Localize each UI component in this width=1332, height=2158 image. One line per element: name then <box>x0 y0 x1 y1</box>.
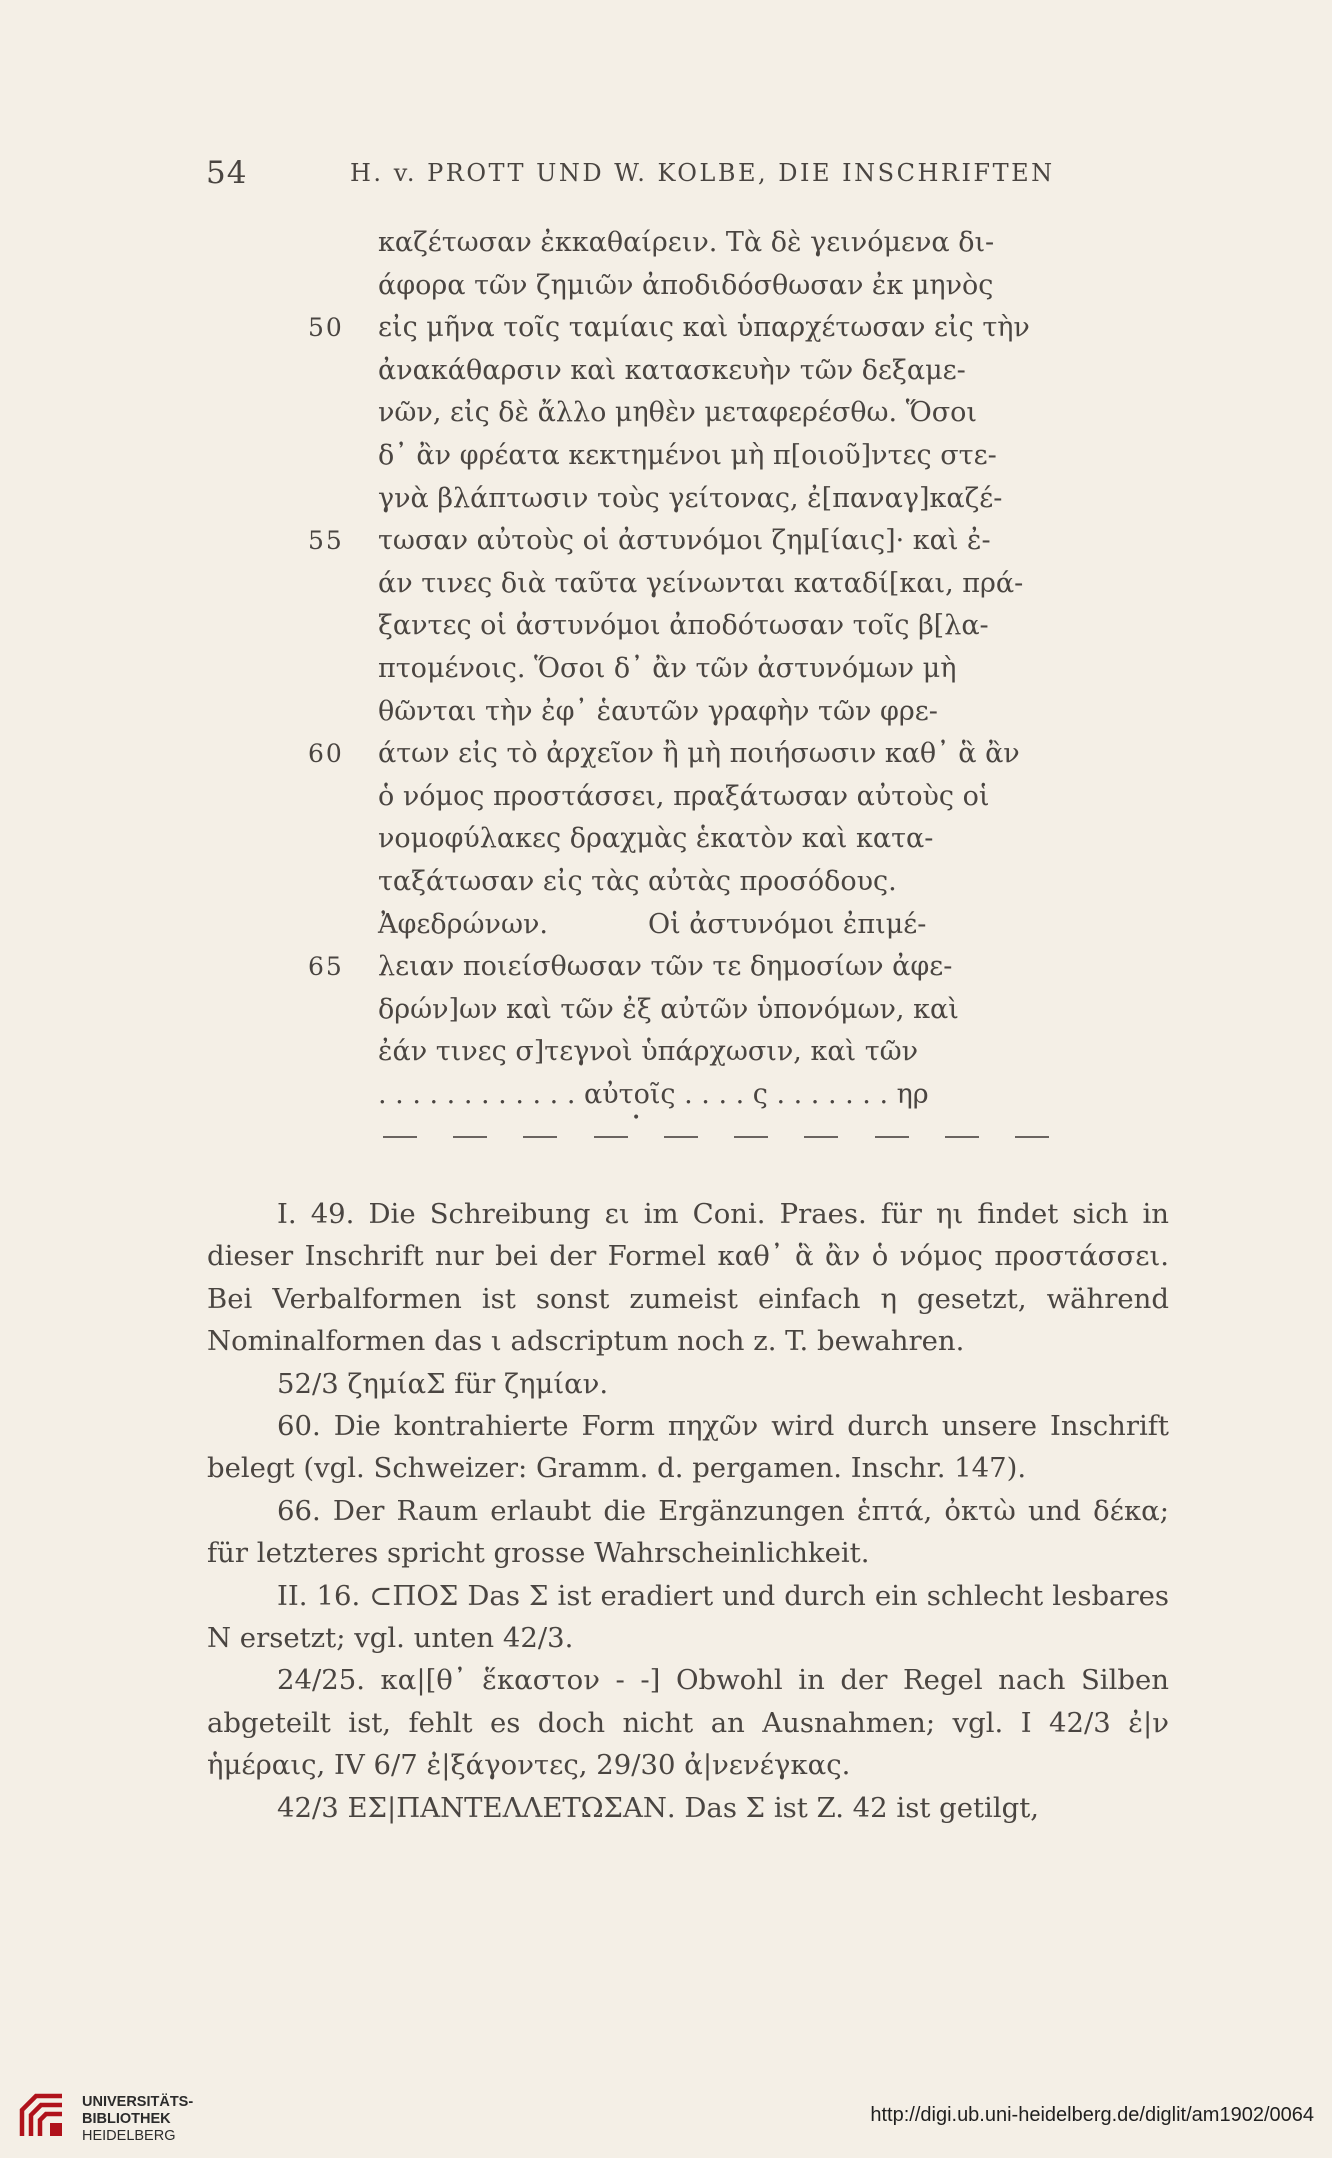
library-name: UNIVERSITÄTS- BIBLIOTHEK HEIDELBERG <box>82 2094 194 2144</box>
inscription-line: ταξάτωσαν εἰς τὰς αὐτὰς προσόδους. <box>378 865 897 897</box>
note-paragraph: 42/3 ΕΣ|ΠΑΝΤΕΛΛΕΤΩΣΑΝ. Das Σ ist Z. 42 ist getilgt, <box>277 1791 1040 1824</box>
inscription-line: γνὰ βλάπτωσιν τοὺς γείτονας, ἐ[παναγ]καζέ- <box>378 482 1003 514</box>
line-number: 55 <box>308 526 344 556</box>
inscription-line: νῶν, εἰς δὲ ἄλλο μηθὲν μεταφερέσθω. Ὅσοι <box>378 397 977 429</box>
note-paragraph: 60. Die kontrahierte Form πηχῶν wird durch unsere Inschrift belegt (vgl. Schweizer: Gramm. d. pergamen. Inschr. 147). <box>207 1410 1169 1485</box>
dot-mark: • <box>632 1110 641 1126</box>
inscription-line: ξαντες οἱ ἀστυνόμοι ἀποδότωσαν τοῖς β[λα- <box>378 610 989 642</box>
inscription-line: νομοφύλακες δραχμὰς ἑκατὸν καὶ κατα- <box>378 823 934 855</box>
lacuna-dashes <box>383 1136 1049 1146</box>
inscription-line: 60 άτων εἰς τὸ ἀρχεῖον ἢ μὴ ποιήσωσιν καθ᾽ ἃ ἂν <box>378 733 1058 776</box>
note-paragraph: 66. Der Raum erlaubt die Ergänzungen ἑπτά, ὀκτὼ und δέκα; für letzteres spricht grosse Wahrscheinlichkeit. <box>207 1494 1169 1570</box>
line-number: 65 <box>308 952 344 982</box>
inscription-line: 55 τωσαν αὐτοὺς οἱ ἀστυνόμοι ζημ[ίαις]· καὶ ἐ- <box>378 520 1058 563</box>
note-paragraph: II. 16. ⊂ΠΟΣ Das Σ ist eradiert und durch ein schlecht lesbares N ersetzt; vgl. unten 42/3. <box>207 1579 1169 1655</box>
inscription-line: Ἀφεδρώνων. Οἱ ἀστυνόμοι ἐπιμέ- <box>378 908 927 940</box>
inscription-line: ἀνακάθαρσιν καὶ κατασκευὴν τῶν δεξαμε- <box>378 354 966 386</box>
line-number: 50 <box>308 313 344 343</box>
commentary-notes <box>207 1193 1169 1829</box>
library-logo-icon <box>16 2090 68 2142</box>
running-title: H. v. PROTT UND W. KOLBE, DIE INSCHRIFTEN <box>350 159 1055 187</box>
inscription-line: πτομένοις. Ὅσοι δ᾽ ἂν τῶν ἀστυνόμων μὴ <box>378 652 957 684</box>
inscription-line: δ᾽ ἂν φρέατα κεκτημένοι μὴ π[οιοῦ]ντες στε- <box>378 439 997 471</box>
inscription-line: ἐάν τινες σ]τεγνοὶ ὑπάρχωσιν, καὶ τῶν <box>378 1036 919 1068</box>
inscription-text <box>308 222 1058 1116</box>
note-paragraph: 24/25. κα|[θ᾽ ἕκαστον - -] Obwohl in der Regel nach Silben abgeteilt ist, fehlt es doch nicht an Ausnahmen; vgl. I 42/3 ἐ|ν ἡμέραις, IV 6/7 ἐ|ξάγοντες, 29/30 ἀ|νενέγκας. <box>207 1664 1169 1782</box>
inscription-line: 65 λειαν ποιείσθωσαν τῶν τε δημοσίων ἀφε- <box>378 946 1058 989</box>
inscription-line: . . . . . . . . . . . . αὐτοῖς . . . . ς . . . . . . . ηρ <box>378 1078 929 1110</box>
note-paragraph: 52/3 ζημίαΣ für ζημίαν. <box>277 1367 609 1400</box>
inscription-line: καζέτωσαν ἐκκαθαίρειν. Τὰ δὲ γεινόμενα δι- <box>378 227 995 258</box>
page-header <box>0 155 1332 195</box>
inscription-line: άφορα τῶν ζημιῶν ἀποδιδόσθωσαν ἐκ μηνὸς <box>378 269 994 301</box>
inscription-line: δρών]ων καὶ τῶν ἐξ αὐτῶν ὑπονόμων, καὶ <box>378 993 959 1025</box>
note-paragraph: I. 49. Die Schreibung ει im Coni. Praes. für ηι findet sich in dieser Inschrift nur bei der Formel καθ᾽ ἃ ἂν ὁ νόμος προστάσσει. Bei Verbalformen ist sonst zumeist einfach η gesetzt, während Nominalformen das ι adscriptum noch z. T. bewahren. <box>207 1198 1169 1358</box>
inscription-line: θῶνται τὴν ἐφ᾽ ἑαυτῶν γραφὴν τῶν φρε- <box>378 695 938 727</box>
digital-copy-link[interactable]: http://digi.ub.uni-heidelberg.de/diglit/am1902/0064 <box>870 2104 1314 2126</box>
line-number: 60 <box>308 739 344 769</box>
inscription-line: ὁ νόμος προστάσσει, πραξάτωσαν αὐτοὺς οἱ <box>378 780 990 812</box>
page-number: 54 <box>206 155 248 191</box>
inscription-line: άν τινες διὰ ταῦτα γείνωνται καταδί[και, πρά- <box>378 567 1024 599</box>
inscription-line: 50 εἰς μῆνα τοῖς ταμίαις καὶ ὑπαρχέτωσαν εἰς τὴν <box>378 307 1058 350</box>
page-footer <box>0 2088 1332 2158</box>
